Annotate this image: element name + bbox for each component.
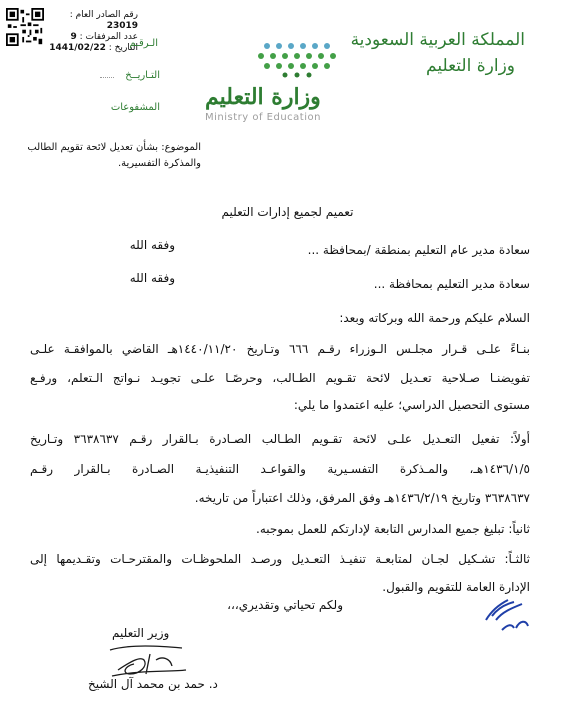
divider bbox=[100, 77, 114, 78]
date-value: 1441/02/22 bbox=[49, 43, 106, 53]
subject-line2: والمذكرة التفسيرية. bbox=[117, 158, 201, 169]
field-date: التـاريــخ bbox=[125, 70, 160, 81]
paragraph-line: مستوى التحصيل الدراسي؛ عليه اعتمدوا ما يلي: bbox=[293, 398, 530, 412]
approval-initials-icon bbox=[482, 590, 537, 645]
addressee-name: سعادة مدير عام التعليم بمنطقة /بمحافظة ... bbox=[307, 243, 530, 257]
paragraph-line: الإدارة العامة للتقويم والقبول. bbox=[382, 580, 530, 594]
date-label: التاريخ bbox=[114, 43, 138, 53]
field-attachments: المشفوعات bbox=[110, 102, 160, 113]
addressee-blessing: وفقه الله bbox=[129, 271, 175, 285]
greeting: السلام عليكم ورحمة الله وبركاته وبعد: bbox=[339, 311, 530, 325]
field-number: الـرقـم bbox=[129, 38, 158, 49]
closing: ولكم تحياتي وتقديري،،، bbox=[227, 598, 343, 612]
addressee-name: سعادة مدير التعليم بمحافظة ... bbox=[373, 277, 530, 291]
kingdom-name: المملكة العربية السعودية bbox=[350, 30, 525, 50]
ref-label: رقم الصادر العام bbox=[75, 10, 138, 20]
addressee-blessing: وفقه الله bbox=[129, 238, 175, 252]
logo-arabic: وزارة التعليم bbox=[205, 84, 321, 110]
qr-code bbox=[6, 8, 44, 46]
paragraph-line: ثالثـاً: تشـكيل لجـان لمتابعـة تنفيـذ التعـديل ورصـد الملحوظـات والمقترحـات وتقـديمها إلى bbox=[30, 552, 530, 566]
ministry-logo-icon bbox=[255, 38, 345, 78]
attach-value: 9 bbox=[70, 32, 77, 42]
reference-meta: رقم الصادر العام : 23019 عدد المرفقات : 9 التاريخ : 1441/02/22 bbox=[49, 10, 138, 53]
paragraph-line: أولاً: تفعيل التعـديل علـى لائحة تقـويم الطـالب الصـادرة بـالقرار رقـم ٣٦٣٨٦٣٧ وتـاريخ bbox=[30, 432, 530, 446]
subject-block bbox=[21, 140, 201, 172]
subject-label: الموضوع: bbox=[161, 142, 201, 153]
paragraph-line: ثانياً: تبليغ جميع المدارس التابعة لإدارتكم للعمل بموجبه. bbox=[256, 522, 530, 536]
logo-english: Ministry of Education bbox=[205, 112, 321, 123]
signatory-title: وزير التعليم bbox=[112, 626, 170, 640]
signature-icon bbox=[100, 640, 190, 680]
paragraph-line: ٣٦٣٨٦٣٧ وتاريخ ١٤٣٦/٢/١٩هـ وفق المرفق، وذلك اعتباراً من تاريخه. bbox=[194, 491, 530, 505]
ministry-name: وزارة التعليم bbox=[426, 56, 515, 76]
attach-label: عدد المرفقات bbox=[85, 32, 138, 42]
paragraph-line: بنـاءً علـى قـرار مجلـس الـوزراء رقـم ٦٦٦ وتـاريخ ١٤٤٠/١١/٢٠هـ القاضي بالموافقـة علـى bbox=[30, 342, 530, 356]
signatory-name: د. حمد بن محمد آل الشيخ bbox=[88, 677, 218, 691]
circular-title: تعميم لجميع إدارات التعليم bbox=[221, 205, 354, 219]
paragraph-line: ١٤٣٦/١/٥هـ، والمـذكرة التفسـيرية والقواعـد التنفيذيـة الصـادرة بـالقرار رقـم bbox=[30, 462, 530, 476]
ref-value: 23019 bbox=[106, 21, 138, 31]
subject-line1: بشأن تعديل لائحة تقويم الطالب bbox=[27, 142, 159, 153]
paragraph-line: تفويضنـا صـلاحية تعـديل لائحة تقـويم الطـالب، وحرصًـا علـى تجويـد نـواتج الـتعلم، ورفـع bbox=[30, 371, 530, 385]
